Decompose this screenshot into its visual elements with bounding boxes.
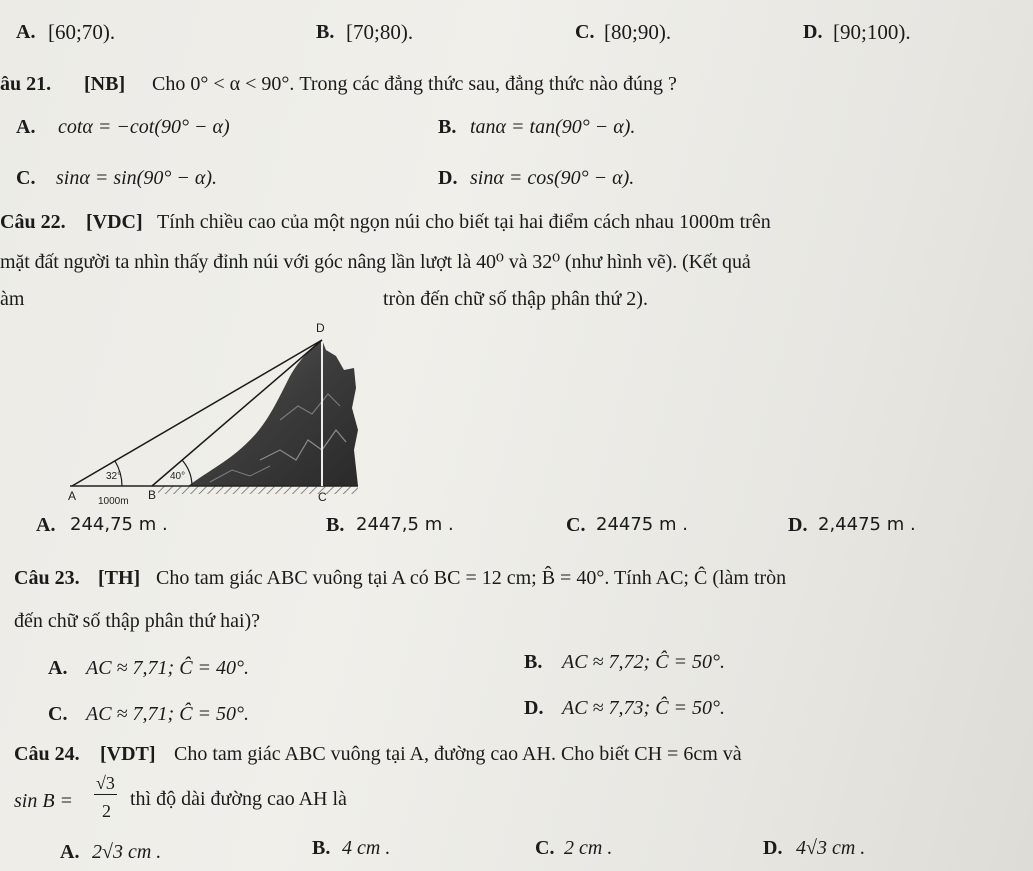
q23-c-text: AC ≈ 7,71; Ĉ = 50°. — [86, 703, 250, 725]
q20-b-label: B. — [316, 21, 335, 43]
q21-a-text: cotα = −cot(90° − α) — [58, 116, 230, 138]
q24-b-text: 4 cm . — [342, 837, 391, 859]
q24-number: Câu 24. — [14, 743, 80, 765]
q24-a-text: 2√3 cm . — [92, 841, 162, 863]
q24-d-label: D. — [763, 837, 783, 859]
q22-d-label: D. — [788, 514, 808, 536]
q24-c-text: 2 cm . — [564, 837, 613, 859]
label-b: B — [148, 488, 157, 502]
mountain-shape — [188, 340, 358, 486]
q23-c-label: C. — [48, 703, 68, 725]
q22-c-label: C. — [566, 514, 586, 536]
q21-number: âu 21. — [0, 73, 52, 95]
q20-b-text: [70;80). — [346, 20, 414, 44]
q20-a-text: [60;70). — [48, 20, 116, 44]
q22-line3b: tròn đến chữ số thập phân thứ 2). — [383, 288, 648, 310]
q23-line2: đến chữ số thập phân thứ hai)? — [14, 610, 261, 632]
q22-line3a: àm — [0, 288, 25, 310]
q21-d-text: sinα = cos(90° − α). — [470, 167, 635, 189]
q24-frac-den: 2 — [102, 801, 111, 821]
q24-b-label: B. — [312, 837, 331, 859]
q24-line2-rest: thì độ dài đường cao AH là — [130, 788, 347, 810]
q21-stem: Cho 0° < α < 90°. Trong các đẳng thức sau, đẳng thức nào đúng ? — [152, 73, 677, 95]
q22-number: Câu 22. — [0, 211, 66, 233]
q23-d-text: AC ≈ 7,73; Ĉ = 50°. — [562, 697, 726, 719]
q24-c-label: C. — [535, 837, 555, 859]
q21-a-label: A. — [16, 116, 36, 138]
q22-c-text: 24475 m . — [596, 514, 688, 535]
q23-d-label: D. — [524, 697, 544, 719]
label-d: D — [316, 321, 325, 335]
q23-line1: Cho tam giác ABC vuông tại A có BC = 12 cm; B̂ = 40°. Tính AC; Ĉ (làm tròn — [156, 567, 787, 589]
q24-d-text: 4√3 cm . — [796, 837, 866, 859]
q20-d-label: D. — [803, 21, 823, 43]
q22-d-text: 2,4475 m . — [818, 514, 916, 535]
q21-c-text: sinα = sin(90° − α). — [56, 167, 217, 189]
q21-b-text: tanα = tan(90° − α). — [470, 116, 636, 138]
label-c: C — [318, 490, 327, 504]
q24-sin-lhs: sin B = — [14, 790, 74, 812]
q21-d-label: D. — [438, 167, 458, 189]
label-angle-a: 32° — [106, 471, 122, 482]
q20-a-label: A. — [16, 21, 36, 43]
q22-a-text: 244,75 m . — [70, 514, 168, 535]
q23-tag: [TH] — [98, 567, 141, 589]
q22-line1: Tính chiều cao của một ngọn núi cho biết tại hai điểm cách nhau 1000m trên — [157, 211, 771, 233]
label-distance: 1000m — [98, 496, 129, 507]
q21-tag: [NB] — [84, 73, 126, 95]
q23-a-text: AC ≈ 7,71; Ĉ = 40°. — [86, 657, 250, 679]
q20-c-text: [80;90). — [604, 20, 672, 44]
q21-c-label: C. — [16, 167, 36, 189]
q23-a-label: A. — [48, 657, 68, 679]
q23-b-text: AC ≈ 7,72; Ĉ = 50°. — [562, 651, 726, 673]
q22-b-text: 2447,5 m . — [356, 514, 454, 535]
q24-tag: [VDT] — [100, 743, 156, 765]
q22-line2: mặt đất người ta nhìn thấy đỉnh núi với góc nâng lần lượt là 40⁰ và 32⁰ (như hình vẽ). (Kết quả — [0, 251, 751, 273]
q24-line1: Cho tam giác ABC vuông tại A, đường cao AH. Cho biết CH = 6cm và — [174, 743, 742, 765]
q24-a-label: A. — [60, 841, 80, 863]
mountain-figure — [60, 310, 380, 510]
q21-b-label: B. — [438, 116, 457, 138]
q22-tag: [VDC] — [86, 211, 143, 233]
q22-b-label: B. — [326, 514, 345, 536]
q20-c-label: C. — [575, 21, 595, 43]
q22-a-label: A. — [36, 514, 56, 536]
label-a: A — [68, 489, 77, 503]
q23-number: Câu 23. — [14, 567, 80, 589]
q23-b-label: B. — [524, 651, 543, 673]
label-angle-b: 40° — [170, 471, 186, 482]
q20-d-text: [90;100). — [833, 20, 911, 44]
q24-frac-num: √3 — [96, 773, 115, 793]
ground-hatch — [158, 486, 358, 494]
